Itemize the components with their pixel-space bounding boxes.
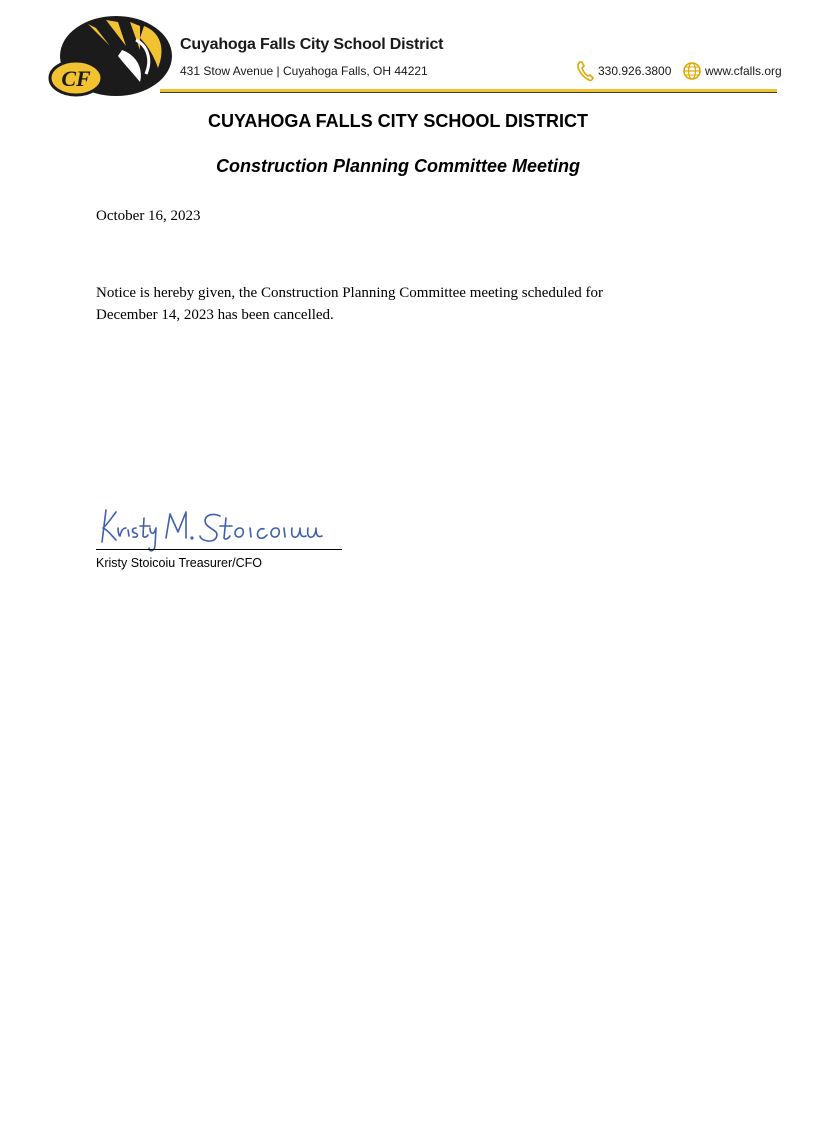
district-address: 431 Stow Avenue | Cuyahoga Falls, OH 44221 bbox=[180, 64, 428, 78]
notice-paragraph: Notice is hereby given, the Construction Planning Committee meeting scheduled for December 14, 2023 has been cancelled. bbox=[96, 285, 603, 323]
district-name: Cuyahoga Falls City School District bbox=[180, 36, 444, 53]
document-title: CUYAHOGA FALLS CITY SCHOOL DISTRICT bbox=[207, 111, 589, 131]
globe-icon bbox=[682, 61, 702, 81]
contact-website bbox=[682, 60, 782, 82]
signer-name-title: Kristy Stoicoiu Treasurer/CFO bbox=[96, 556, 263, 570]
svg-text:CF: CF bbox=[61, 66, 91, 91]
website-url: www.cfalls.org bbox=[705, 64, 782, 78]
phone-icon bbox=[576, 60, 594, 82]
contact-phone bbox=[576, 60, 671, 82]
phone-number: 330.926.3800 bbox=[598, 64, 672, 78]
tiger-logo-icon bbox=[48, 16, 173, 100]
signature-line bbox=[96, 549, 342, 550]
document-date: October 16, 2023 bbox=[96, 208, 201, 224]
letterhead-divider bbox=[160, 92, 777, 93]
letterhead bbox=[0, 0, 816, 100]
document-subtitle: Construction Planning Committee Meeting bbox=[215, 156, 580, 176]
